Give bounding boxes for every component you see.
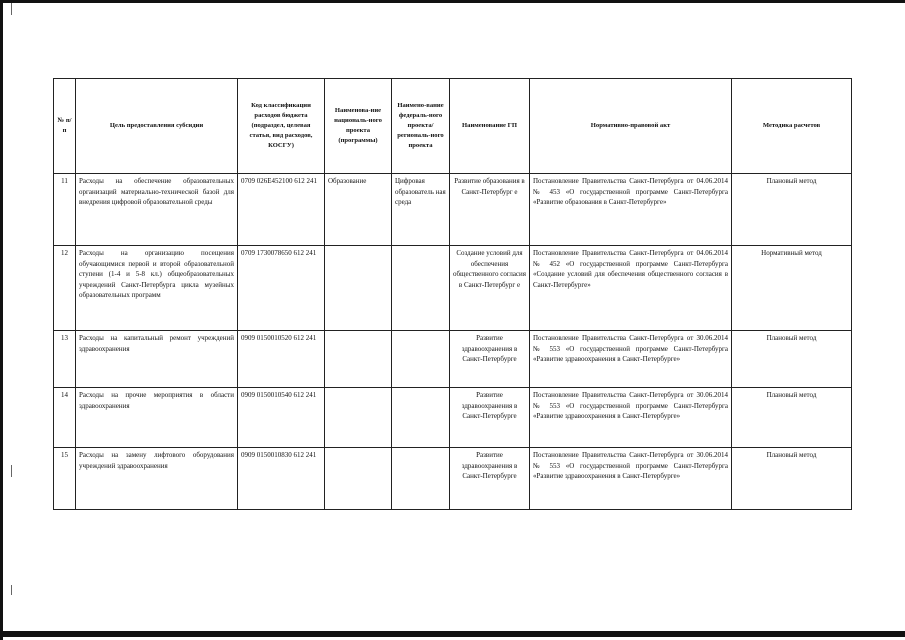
row-code: 0709 1730078650 612 241 [238,246,325,331]
row-code: 0909 0150010830 612 241 [238,448,325,510]
row-gp: Развитие образования в Санкт-Петербург е [450,174,530,246]
row-method: Плановый метод [732,174,852,246]
row-gp: Развитие здравоохранения в Санкт-Петербурге [450,331,530,388]
scan-border-bottom [0,631,905,637]
row-legal-act: Постановление Правительства Санкт-Петербурга от 30.06.2014 № 553 «О государственной программе Санкт-Петербурга «Развитие здравоохранения в Санкт-Петербурге» [530,388,732,448]
row-number: 14 [54,388,76,448]
row-federal-project: Цифровая образователь ная среда [392,174,450,246]
row-goal: Расходы на обеспечение образовательных организаций материально-технической базой для внедрения цифровой образовательной среды [76,174,238,246]
header-legal-act: Нормативно-правовой акт [530,79,732,174]
table-row [54,174,852,246]
header-gp: Наименование ГП [450,79,530,174]
row-federal-project [392,388,450,448]
table-row [54,388,852,448]
row-legal-act: Постановление Правительства Санкт-Петербурга от 04.06.2014 № 453 «О государственной программе Санкт-Петербурга «Развитие образования в Санкт-Петербурге» [530,174,732,246]
row-number: 13 [54,331,76,388]
table-row [54,246,852,331]
row-gp: Создание условий для обеспечения общественного согласия в Санкт-Петербург е [450,246,530,331]
row-federal-project [392,246,450,331]
row-number: 11 [54,174,76,246]
row-code: 0909 0150010520 612 241 [238,331,325,388]
row-goal: Расходы на прочие мероприятия в области здравоохранения [76,388,238,448]
table-header-row [54,79,852,174]
row-goal: Расходы на организацию посещения обучающимися первой и второй образовательной ступени (1-4 и 5-8 кл.) общеобразовательных учреждений Санкт-Петербурга цикла музейных образовательных программ [76,246,238,331]
row-legal-act: Постановление Правительства Санкт-Петербурга от 04.06.2014 № 452 «О государственной программе Санкт-Петербурга «Создание условий для обеспечения общественного согласия в Санкт-Петербурге» [530,246,732,331]
row-number: 15 [54,448,76,510]
row-national-project [325,246,392,331]
header-national-project: Наименова-ние националь-ного проекта (программы) [325,79,392,174]
row-code: 0909 0150010540 612 241 [238,388,325,448]
row-national-project [325,448,392,510]
row-goal: Расходы на замену лифтового оборудования учреждений здравоохранения [76,448,238,510]
row-federal-project [392,448,450,510]
scan-mark [11,585,12,595]
scan-mark [11,3,12,15]
row-method: Плановый метод [732,388,852,448]
scan-border-left [0,0,3,640]
scan-border-top [0,0,905,3]
row-method: Нормативный метод [732,246,852,331]
row-code: 0709 026E452100 612 241 [238,174,325,246]
row-method: Плановый метод [732,331,852,388]
row-legal-act: Постановление Правительства Санкт-Петербурга от 30.06.2014 № 553 «О государственной программе Санкт-Петербурга «Развитие здравоохранения в Санкт-Петербурге» [530,448,732,510]
table-row [54,448,852,510]
header-num: № п/ п [54,79,76,174]
row-method: Плановый метод [732,448,852,510]
table-row [54,331,852,388]
header-method: Методика расчетов [732,79,852,174]
row-legal-act: Постановление Правительства Санкт-Петербурга от 30.06.2014 № 553 «О государственной программе Санкт-Петербурга «Развитие здравоохранения в Санкт-Петербурге» [530,331,732,388]
header-goal: Цель предоставления субсидии [76,79,238,174]
row-national-project [325,388,392,448]
row-number: 12 [54,246,76,331]
row-national-project: Образование [325,174,392,246]
header-code: Код классификации расходов бюджета (подраздел, целевая статья, вид расходов, КОСГУ) [238,79,325,174]
scan-mark [11,465,12,477]
header-federal-project: Наимено-вание федераль-ного проекта/ региональ-ного проекта [392,79,450,174]
row-national-project [325,331,392,388]
row-goal: Расходы на капитальный ремонт учреждений здравоохранения [76,331,238,388]
row-gp: Развитие здравоохранения в Санкт-Петербурге [450,448,530,510]
subsidy-table [53,78,852,510]
row-gp: Развитие здравоохранения в Санкт-Петербурге [450,388,530,448]
row-federal-project [392,331,450,388]
